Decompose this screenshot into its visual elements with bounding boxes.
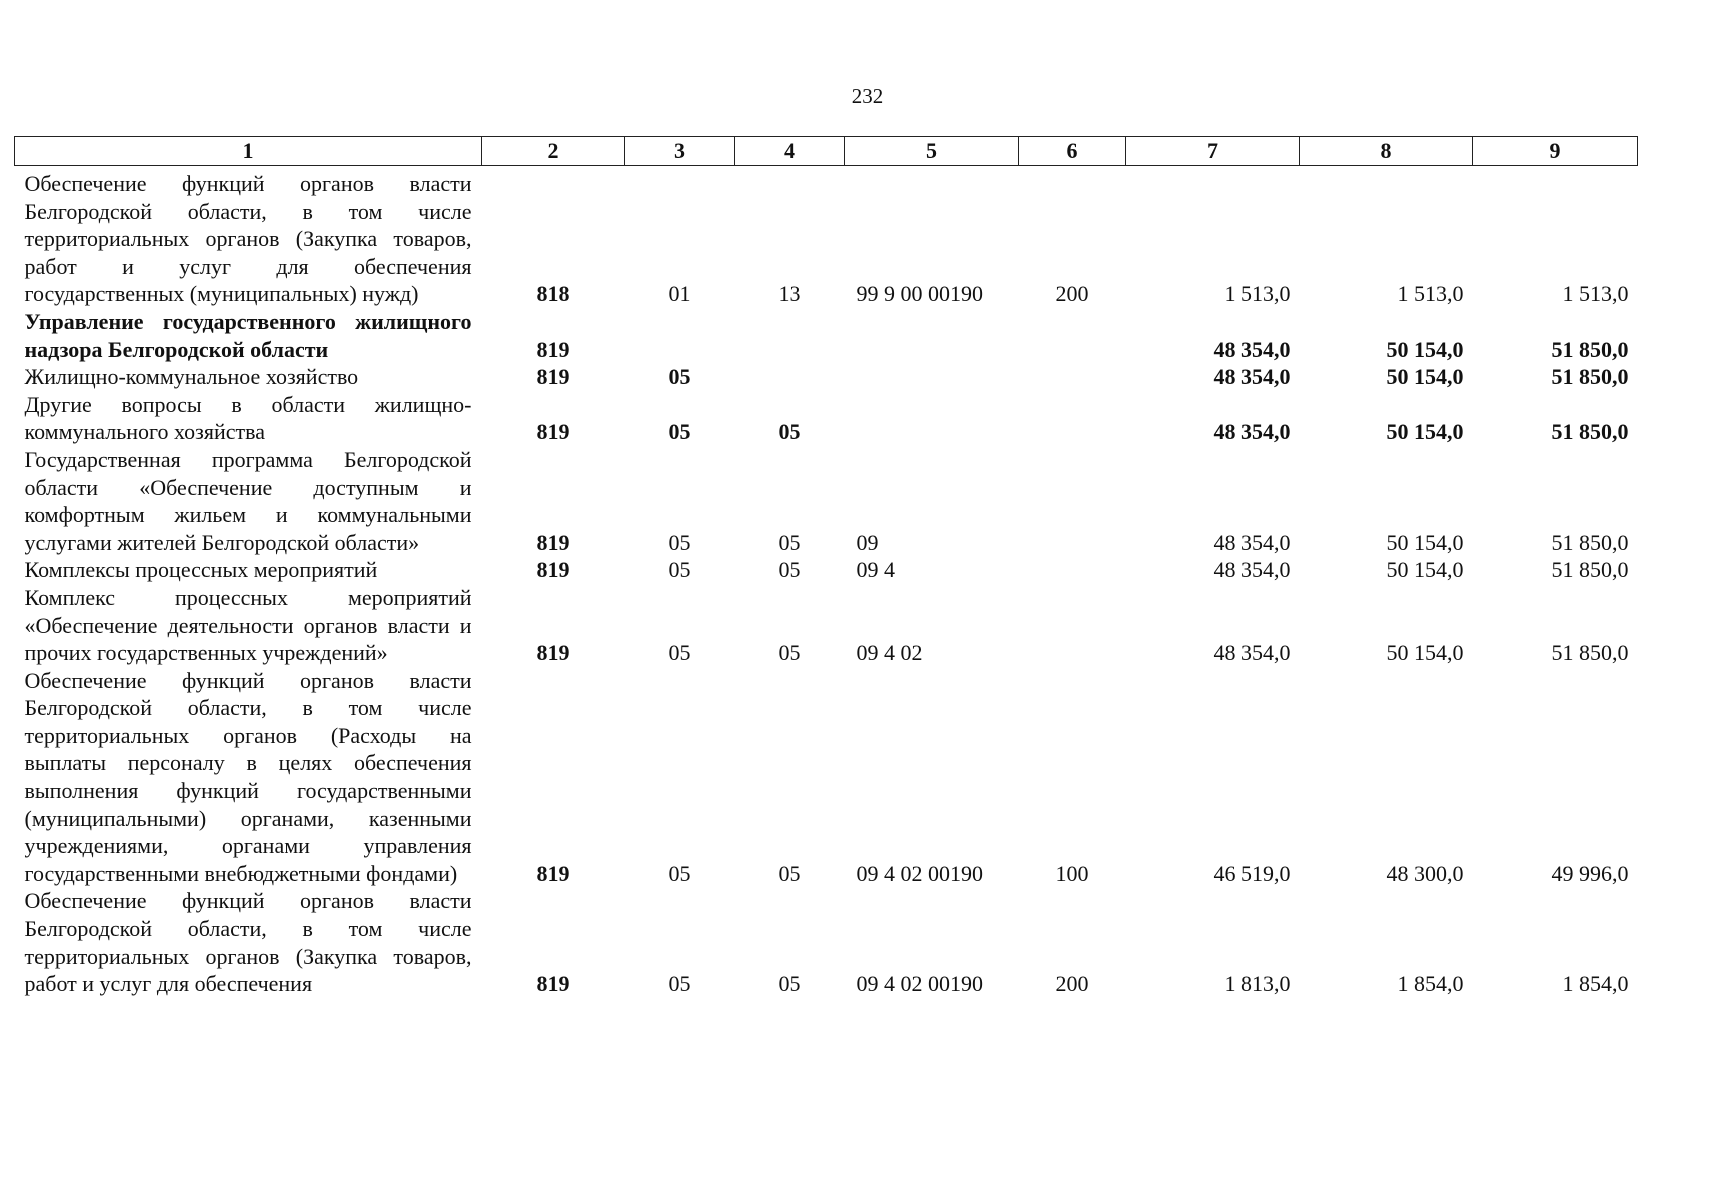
table-row: [15, 166, 1638, 308]
row-expense-type: 200: [1055, 281, 1089, 307]
header-col-4: 4: [735, 137, 845, 166]
row-amount-year2: 50 154,0: [1386, 529, 1464, 555]
row-amount-year1: 48 354,0: [1213, 640, 1291, 666]
header-col-2: 2: [482, 137, 625, 166]
row-amount-year3: 51 850,0: [1551, 529, 1629, 555]
row-name: Комплексы процессных мероприятий: [24, 557, 378, 583]
row-amount-year3: 51 850,0: [1551, 419, 1629, 445]
row-target-article: 09 4 02 00190: [856, 860, 983, 886]
row-amount-year1: 1 813,0: [1224, 971, 1291, 997]
header-col-5: 5: [845, 137, 1019, 166]
row-subsection: 05: [778, 640, 801, 666]
header-col-7: 7: [1126, 137, 1300, 166]
row-amount-year2: 48 300,0: [1386, 860, 1464, 886]
row-target-article: [845, 363, 1019, 391]
row-amount-year2: 1 854,0: [1397, 971, 1464, 997]
row-section: [625, 308, 735, 363]
row-target-article: 09: [856, 529, 879, 555]
row-admin-code: 819: [536, 971, 570, 997]
row-name: Обеспечение функций органов власти Белгородской области, в том числе территориальных органов (Закупка товаров, работ и услуг для обеспечения государственных (муниципальных) нужд): [24, 171, 472, 307]
row-target-article: 09 4: [856, 557, 895, 583]
row-admin-code: 819: [536, 529, 570, 555]
row-amount-year1: 48 354,0: [1213, 529, 1291, 555]
row-target-article: 09 4 02 00190: [856, 971, 983, 997]
row-amount-year2: 50 154,0: [1386, 640, 1464, 666]
row-name: Государственная программа Белгородской области «Обеспечение доступным и комфортным жильем и коммунальными услугами жителей Белгородской области»: [24, 446, 472, 555]
row-amount-year3: 51 850,0: [1551, 336, 1629, 362]
row-section: 05: [668, 419, 691, 445]
row-section: 05: [668, 860, 691, 886]
row-amount-year3: 51 850,0: [1551, 364, 1629, 390]
row-subsection: [735, 308, 845, 363]
row-name: Управление государственного жилищного надзора Белгородской области: [24, 308, 472, 362]
row-expense-type: [1019, 308, 1126, 363]
row-admin-code: 819: [536, 336, 570, 362]
table-row: [15, 308, 1638, 363]
table-row: [15, 584, 1638, 667]
row-amount-year3: 1 513,0: [1562, 281, 1629, 307]
row-name: Обеспечение функций органов власти Белгородской области, в том числе территориальных органов (Расходы на выплаты персоналу в целях обеспечения выполнения функций государственными (муниципальными) органами, казенными учреждениями, органами управления государственными внебюджетными фондами): [24, 667, 472, 886]
row-admin-code: 819: [536, 364, 570, 390]
row-target-article: [845, 391, 1019, 446]
row-target-article: [845, 308, 1019, 363]
budget-table: [14, 136, 1638, 998]
row-expense-type: [1019, 446, 1126, 556]
page-number: 232: [851, 84, 884, 108]
row-subsection: 05: [778, 860, 801, 886]
row-name: Обеспечение функций органов власти Белгородской области, в том числе территориальных органов (Закупка товаров, работ и услуг для обеспечения: [24, 888, 472, 997]
row-amount-year1: 48 354,0: [1213, 419, 1291, 445]
row-amount-year3: 49 996,0: [1551, 860, 1629, 886]
header-col-1: 1: [15, 137, 482, 166]
row-section: 01: [668, 281, 691, 307]
row-expense-type: [1019, 391, 1126, 446]
header-col-6: 6: [1019, 137, 1126, 166]
row-amount-year1: 1 513,0: [1224, 281, 1291, 307]
row-admin-code: 819: [536, 640, 570, 666]
row-target-article: 99 9 00 00190: [856, 281, 983, 307]
row-name: Жилищно-коммунальное хозяйство: [24, 364, 359, 390]
row-amount-year3: 51 850,0: [1551, 640, 1629, 666]
row-subsection: 05: [778, 419, 801, 445]
row-section: 05: [668, 640, 691, 666]
row-admin-code: 819: [536, 419, 570, 445]
row-admin-code: 819: [536, 860, 570, 886]
row-admin-code: 818: [536, 281, 570, 307]
row-amount-year2: 50 154,0: [1386, 557, 1464, 583]
row-subsection: [735, 363, 845, 391]
row-amount-year1: 46 519,0: [1213, 860, 1291, 886]
row-section: 05: [668, 364, 691, 390]
row-subsection: 05: [778, 971, 801, 997]
row-subsection: 05: [778, 557, 801, 583]
row-section: 05: [668, 971, 691, 997]
row-name: Другие вопросы в области жилищно-коммунального хозяйства: [24, 391, 472, 445]
header-col-3: 3: [625, 137, 735, 166]
row-amount-year2: 1 513,0: [1397, 281, 1464, 307]
row-amount-year1: 48 354,0: [1213, 336, 1291, 362]
row-name: Комплекс процессных мероприятий «Обеспечение деятельности органов власти и прочих государственных учреждений»: [24, 584, 472, 666]
row-section: 05: [668, 557, 691, 583]
header-col-8: 8: [1300, 137, 1473, 166]
table-row: [15, 887, 1638, 997]
row-section: 05: [668, 529, 691, 555]
row-amount-year3: 51 850,0: [1551, 557, 1629, 583]
header-col-9: 9: [1473, 137, 1638, 166]
row-expense-type: [1019, 556, 1126, 584]
row-admin-code: 819: [536, 557, 570, 583]
row-expense-type: [1019, 363, 1126, 391]
header-row: [15, 137, 1638, 166]
row-amount-year2: 50 154,0: [1386, 419, 1464, 445]
row-expense-type: 200: [1055, 971, 1089, 997]
table-row: [15, 556, 1638, 584]
row-subsection: 05: [778, 529, 801, 555]
row-subsection: 13: [778, 281, 801, 307]
table-row: [15, 446, 1638, 556]
table-row: [15, 667, 1638, 888]
row-expense-type: 100: [1055, 860, 1089, 886]
table-row: [15, 391, 1638, 446]
row-amount-year1: 48 354,0: [1213, 557, 1291, 583]
row-target-article: 09 4 02: [856, 640, 923, 666]
row-expense-type: [1019, 584, 1126, 667]
row-amount-year2: 50 154,0: [1386, 364, 1464, 390]
row-amount-year1: 48 354,0: [1213, 364, 1291, 390]
table-row: [15, 363, 1638, 391]
row-amount-year2: 50 154,0: [1386, 336, 1464, 362]
row-amount-year3: 1 854,0: [1562, 971, 1629, 997]
